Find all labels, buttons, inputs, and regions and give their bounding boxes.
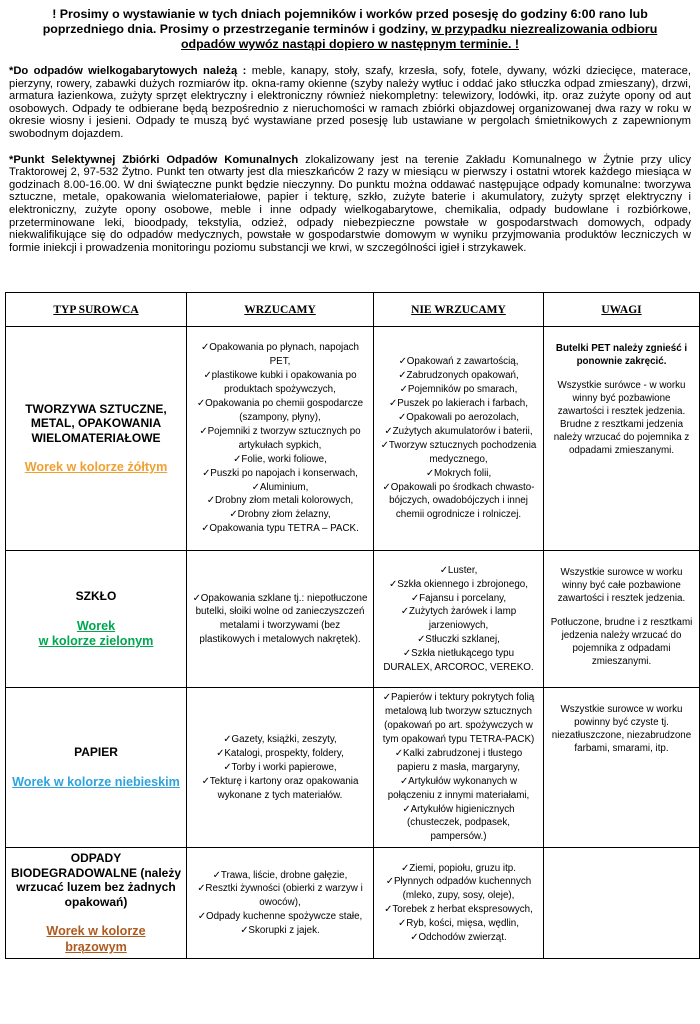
list-item: ✓Stłuczki szklanej, xyxy=(417,634,500,646)
bag-color-label xyxy=(11,460,181,476)
list-item: ✓Fajansu i porcelany, xyxy=(410,592,507,604)
list-item: ✓Tekturę i kartony oraz opakowania wykonane z tych materiałów. xyxy=(201,775,359,801)
material-type-cell xyxy=(6,848,187,959)
list-item: ✓Odpady kuchenne spożywcze stałe, xyxy=(197,911,363,923)
list-item: ✓Puszek po lakierach i farbach, xyxy=(389,398,528,410)
list-item: ✓Opakowań z zawartością, xyxy=(398,356,519,368)
list-item: ✓Opakowali po aerozolach, xyxy=(398,412,519,423)
remark-text: Wszystkie surówce - w worku winny być pozbawione zawartości i resztek jedzenia. Brudne z resztkami jedzenia należy wrzucać do pojemnika z odpadami zmieszanymi. xyxy=(553,380,690,457)
forbidden-items-cell xyxy=(374,551,544,688)
list-item: ✓Pojemników po smarach, xyxy=(399,384,518,396)
column-header-remarks: UWAGI xyxy=(544,293,700,327)
allowed-items-cell xyxy=(187,551,374,688)
list-item: ✓plastikowe kubki i opakowania po produktach spożywczych, xyxy=(203,370,357,396)
list-item: ✓Zabrudzonych opakowań, xyxy=(398,370,519,382)
bag-color-label-line: w kolorze zielonym xyxy=(38,634,154,649)
material-type-title: TWORZYWA SZTUCZNE, METAL, OPAKOWANIA WIELOMATERIAŁOWE xyxy=(25,401,167,445)
bag-color-label xyxy=(11,775,181,791)
list-item: ✓Mokrych folii, xyxy=(425,467,492,479)
column-header-allowed: WRZUCAMY xyxy=(187,293,374,327)
paragraph-bulky-waste xyxy=(9,65,691,141)
list-item: ✓Luster, xyxy=(439,564,478,576)
remark-text: Wszystkie surowce w worku winny być całe pozbawione zawartości i resztek jedzenia. xyxy=(557,567,686,605)
column-header-forbidden: NIE WRZUCAMY xyxy=(374,293,544,327)
list-item: ✓Torebek z herbat ekspresowych, xyxy=(384,904,533,916)
allowed-items-cell xyxy=(187,327,374,551)
bag-color-label-line: Worek xyxy=(76,618,116,633)
paragraph-bulky-waste-lead: *Do odpadów wielkogabarytowych należą : xyxy=(9,65,247,77)
list-item: ✓Tworzyw sztucznych pochodzenia medycznego, xyxy=(380,439,537,465)
remark-text: Wszystkie surowce w worku powinny być czyste tj. niezatłuszczone, niezabrudzone farbami, smarami, itp. xyxy=(551,704,692,755)
bag-color-label xyxy=(11,924,181,955)
remark-text: Butelki PET należy zgnieść i ponownie zakręcić. xyxy=(555,343,688,368)
column-header-material-type: TYP SUROWCA xyxy=(6,293,187,327)
allowed-items-cell xyxy=(187,848,374,959)
list-item: ✓Kalki zabrudzonej i tłustego papieru z masła, margaryny, xyxy=(394,747,523,773)
list-item: ✓Płynnych odpadów kuchennych (mleko, zupy, sosy, oleje), xyxy=(385,876,532,902)
list-item: ✓Skorupki z jajek. xyxy=(240,925,320,937)
list-item: ✓Folie, worki foliowe, xyxy=(233,453,327,465)
bag-color-label-line: Worek w kolorze niebieskim xyxy=(12,774,180,789)
remarks-cell xyxy=(544,551,700,688)
list-item: ✓Artykułów wykonanych w połączeniu z innymi materiałami, xyxy=(387,775,530,801)
remark-text: Potłuczone, brudne i z resztkami jedzenia należy wrzucać do pojemnika z odpadami zmieszanymi. xyxy=(550,617,693,668)
material-type-title: PAPIER xyxy=(74,745,118,760)
list-item: ✓Gazety, książki, zeszyty, xyxy=(223,734,337,746)
material-type-title: ODPADY BIODEGRADOWALNE (należy wrzucać luzem bez żadnych opakowań) xyxy=(11,851,182,909)
paragraph-pszok-lead: *Punkt Selektywnej Zbiórki Odpadów Komunalnych xyxy=(9,153,299,166)
list-item: ✓Ryb, kości, mięsa, wędlin, xyxy=(398,918,519,930)
table-row xyxy=(6,551,700,688)
notice-underlined-text: w przypadku niezrealizowania odbioru odpadów wywóz nastąpi dopiero w następnym terminie. ! xyxy=(180,22,658,51)
bag-color-label xyxy=(11,619,181,650)
remarks-cell xyxy=(544,327,700,551)
table-row xyxy=(6,848,700,959)
list-item: ✓Torby i worki papierowe, xyxy=(223,761,337,773)
allowed-items-cell xyxy=(187,688,374,848)
list-item: ✓Resztki żywności (obierki z warzyw i owoców), xyxy=(197,883,363,909)
material-type-cell xyxy=(6,327,187,551)
paragraph-pszok-body: zlokalizowany jest na terenie Zakładu Komunalnego w Żytnie przy ulicy Traktorowej 2, 97-532 Żytno. Punkt ten otwarty jest dla mieszkańców 2 razy w miesiącu w pierwszy i ostatni wtorek każdego miesiąca w godzinach 8.00-16.00. W dni świąteczne punkt będzie nieczynny. Do punktu można oddawać następujące odpady komunalne: tworzywa sztuczne, metale, opakowania wielomateriałowe, papier i tekturę, szkło, zużyte baterie i akumulatory, zużyty sprzęt elektryczny i elektroniczny, zużyte opony osobowe, meble i inne odpady wielkogabarytowe, chemikalia, odpady budowlane i rozbiórkowe, przeterminowane leki, bioodpady, tekstylia, odzież, odpady niebezpieczne powstałe w gospodarstwach domowych, odpady niekwalifikujące się do odpadów medycznych, powstałe w gospodarstwie domowym w wyniku przyjmowania produktów leczniczych w formie iniekcji i prowadzenia monitoringu poziomu substancji we krwi, w szczególności igieł i strzykawek. xyxy=(9,153,691,254)
table-body xyxy=(6,327,700,959)
paragraph-pszok xyxy=(9,154,691,255)
table-row xyxy=(6,327,700,551)
list-item: ✓Ziemi, popiołu, gruzu itp. xyxy=(401,862,516,874)
forbidden-items-cell xyxy=(374,688,544,848)
forbidden-items-cell xyxy=(374,848,544,959)
list-item: ✓Drobny złom metali kolorowych, xyxy=(206,495,354,507)
list-item: ✓Opakowali po środkach chwasto-bójczych, owadobójczych i innej chemii ogrodnicze i rolniczej. xyxy=(382,481,535,521)
paragraph-bulky-waste-body: meble, kanapy, stoły, szafy, krzesła, sofy, fotele, dywany, wózki dziecięce, materace, pierzyny, rowery, zabawki dużych rozmiarów itp. okna-ramy okienne (szyby należy wytłuc i oddać jako stłuczka odpad zmieszany), drzwi, armatura łazienkowa, zużyty sprzęt elektryczny i elektroniczny również niekompletny: telewizory, lodówki, itp. oraz zużyte opony od aut osobowych. Odpady te odbierane będą bezpośrednio z nieruchomości w ramach zbiórki objazdowej organizowanej dwa razy w roku w okresie wiosny i jesieni. Odpady te muszą być wystawiane przed posesję lub ustawiane w pergolach śmietnikowych z zapewnionym swobodnym dojazdem. xyxy=(9,65,691,140)
bag-color-label-line: Worek w kolorze xyxy=(46,924,146,939)
list-item: ✓Opakowania szklane tj.: niepotłuczone butelki, słoiki wolne od zanieczyszczeń metalami i tworzywami (bez plastikowych i metalowych nakrętek). xyxy=(192,592,368,646)
list-item: ✓Artykułów higienicznych (chusteczek, podpasek, pampersów.) xyxy=(402,803,515,843)
list-item: ✓Papierów i tektury pokrytych folią metalową lub tworzyw sztucznych (opakowań po art. spożywczych w tym opakowań typu TETRA-PACK) xyxy=(382,692,535,746)
list-item: ✓Trawa, liście, drobne gałęzie, xyxy=(212,869,348,881)
list-item: ✓Szkła okiennego i zbrojonego, xyxy=(389,578,528,590)
list-item: ✓Puszki po napojach i konserwach, xyxy=(202,467,358,479)
notice-banner xyxy=(0,7,700,52)
list-item: ✓Pojemniki z tworzyw sztucznych po artykułach sypkich, xyxy=(199,425,361,451)
list-item: ✓Zużytych akumulatorów i baterii, xyxy=(384,425,533,437)
table-row xyxy=(6,688,700,848)
bag-color-label-line: Worek w kolorze żółtym xyxy=(24,460,168,475)
list-item: ✓Odchodów zwierząt. xyxy=(410,932,507,944)
list-item: ✓Zużytych żarówek i lamp jarzeniowych, xyxy=(400,606,517,632)
material-type-cell xyxy=(6,688,187,848)
list-item: ✓Drobny złom żelazny, xyxy=(229,509,331,521)
bag-color-label-line: brązowym xyxy=(65,939,127,954)
list-item: ✓Opakowania po chemii gospodarcze (szampony, płyny), xyxy=(196,398,364,423)
table-header-row xyxy=(6,293,700,327)
notice-text: ! Prosimy o wystawianie w tych dniach pojemników i worków przed posesję do godziny 6:00 rano lub poprzedniego dnia. Prosimy o przestrzeganie terminów i godziny, xyxy=(42,7,648,36)
forbidden-items-cell xyxy=(374,327,544,551)
list-item: ✓Szkła nietłukącego typu DURALEX, ARCOROC, VEREKO. xyxy=(383,648,534,674)
list-item: ✓Opakowania typu TETRA – PACK. xyxy=(201,523,359,535)
remarks-cell xyxy=(544,848,700,959)
list-item: ✓Opakowania po płynach, napojach PET, xyxy=(201,342,359,368)
remarks-cell xyxy=(544,688,700,848)
material-type-title: SZKŁO xyxy=(75,589,117,604)
list-item: ✓Katalogi, prospekty, foldery, xyxy=(216,747,344,759)
list-item: ✓Aluminium, xyxy=(251,481,309,493)
waste-sorting-table xyxy=(5,292,700,959)
material-type-cell xyxy=(6,551,187,688)
